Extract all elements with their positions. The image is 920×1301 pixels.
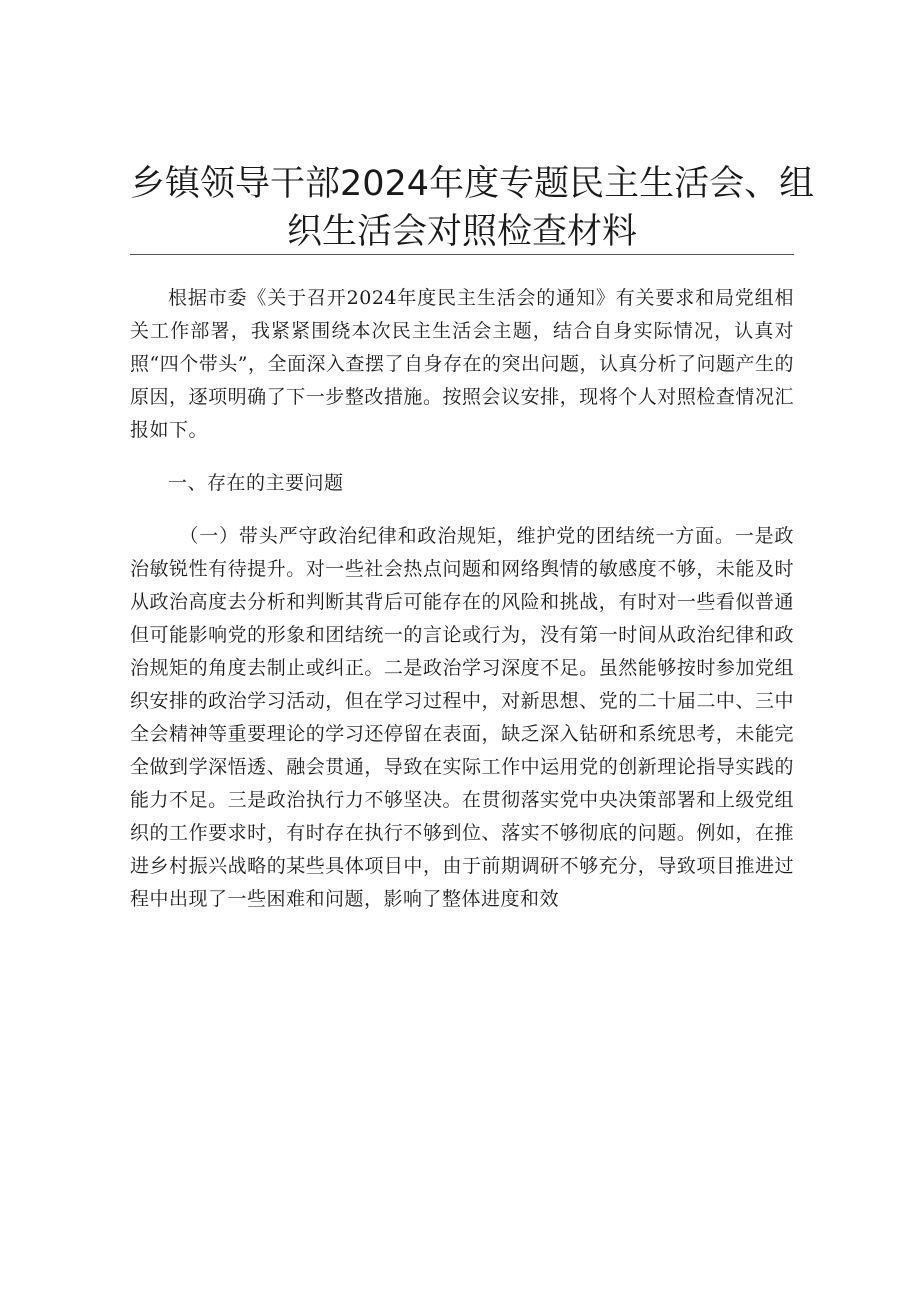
intro-paragraph: 根据市委《关于召开2024年度民主生活会的通知》有关要求和局党组相关工作部署，我紧紧围绕本次民主生活会主题，结合自身实际情况，认真对照“四个带头”，全面深入查摆了自身存在的突出问题，认真分析了问题产生的原因，逐项明确了下一步整改措施。按照会议安排，现将个人对照检查情况汇报如下。 — [130, 287, 794, 441]
document-body — [130, 282, 794, 916]
document-title — [130, 160, 815, 256]
title-line-2: 织生活会对照检查材料 — [286, 212, 637, 252]
section-paragraph: （一）带头严守政治纪律和政治规矩，维护党的团结统一方面。一是政治敏锐性有待提升。对一些社会热点问题和网络舆情的敏感度不够，未能及时从政治高度去分析和判断其背后可能存在的风险和挑战，有时对一些看似普通但可能影响党的形象和团结统一的言论或行为，没有第一时间从政治纪律和政治规矩的角度去制止或纠正。二是政治学习深度不足。虽然能够按时参加党组织安排的政治学习活动，但在学习过程中，对新思想、党的二十届二中、三中全会精神等重要理论的学习还停留在表面，缺乏深入钻研和系统思考，未能完全做到学深悟透、融会贯通，导致在实际工作中运用党的创新理论指导实践的能力不足。三是政治执行力不够坚决。在贯彻落实党中央决策部署和上级党组织的工作要求时，有时存在执行不够到位、落实不够彻底的问题。例如，在推进乡村振兴战略的某些具体项目中，由于前期调研不够充分，导致项目推进过程中出现了一些困难和问题，影响了整体进度和效 — [130, 525, 794, 910]
title-divider — [130, 254, 794, 255]
title-line-1: 乡镇领导干部2024年度专题民主生活会、组 — [130, 164, 815, 204]
section-heading: 一、存在的主要问题 — [168, 472, 344, 494]
